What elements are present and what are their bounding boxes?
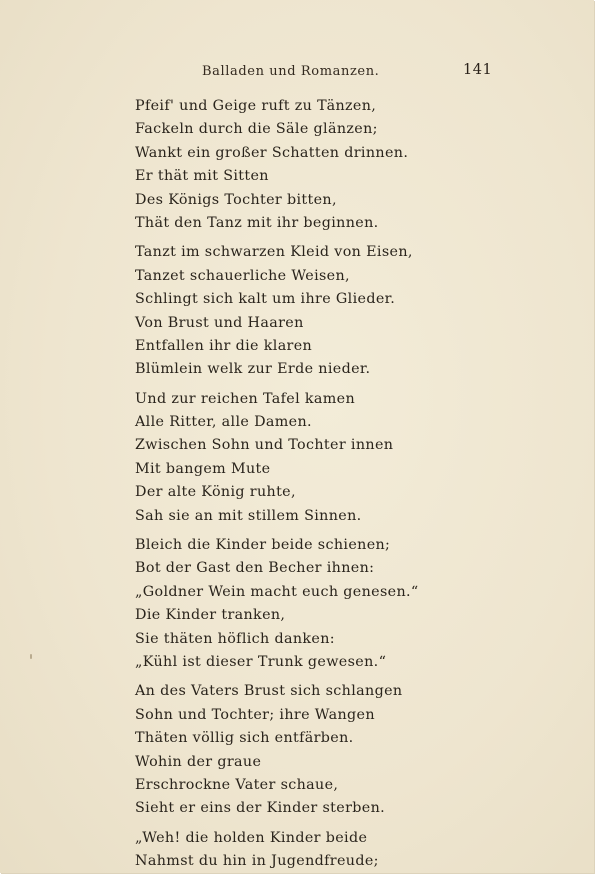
paper-speck	[30, 654, 32, 659]
poem-line: Sah sie an mit stillem Sinnen.	[135, 507, 362, 524]
poem-line: Sie thäten höflich danken:	[135, 630, 335, 647]
poem-line: Bot der Gast den Becher ihnen:	[135, 560, 375, 577]
poem-line: Thäten völlig sich entfärben.	[135, 730, 354, 747]
poem-line: Nahmst du hin in Jugendfreude;	[135, 853, 379, 870]
poem	[135, 95, 435, 880]
poem-line: Mit bangem Mute	[135, 460, 271, 477]
poem-line: Thät den Tanz mit ihr beginnen.	[135, 214, 379, 231]
poem-line: „Weh! die holden Kinder beide	[135, 829, 368, 846]
stanza	[135, 680, 435, 820]
poem-line: Pfeif' und Geige ruft zu Tänzen,	[135, 98, 377, 114]
poem-line: Der alte König ruhte,	[135, 484, 296, 501]
poem-line: „Kühl ist dieser Trunk gewesen.“	[135, 653, 387, 670]
poem-line: Zwischen Sohn und Tochter innen	[135, 437, 394, 454]
stanza	[135, 827, 435, 874]
poem-line: Tanzt im schwarzen Kleid von Eisen,	[135, 244, 413, 261]
poem-line: Sieht er eins der Kinder sterben.	[135, 800, 386, 817]
poem-line: „Goldner Wein macht euch genesen.“	[135, 583, 419, 600]
poem-line: Er thät mit Sitten	[135, 168, 269, 185]
poem-line: Die Kinder tranken,	[135, 607, 286, 624]
poem-line: Des Königs Tochter bitten,	[135, 191, 337, 208]
poem-line: Fackeln durch die Säle glänzen;	[135, 121, 378, 138]
running-head: Balladen und Romanzen.	[202, 64, 380, 79]
poem-line: Entfallen ihr die klaren	[135, 337, 313, 354]
poem-line: Wankt ein großer Schatten drinnen.	[135, 144, 409, 161]
stanza	[135, 95, 435, 235]
poem-line: Schlingt sich kalt um ihre Glieder.	[135, 291, 396, 308]
poem-line: Von Brust und Haaren	[135, 314, 304, 331]
stanza	[135, 241, 435, 381]
poem-line: Sohn und Tochter; ihre Wangen	[135, 706, 375, 723]
poem-line: Tanzet schauerliche Weisen,	[135, 267, 350, 284]
page-number: 141	[463, 62, 493, 78]
poem-line: Und zur reichen Tafel kamen	[135, 390, 356, 407]
poem-line: An des Vaters Brust sich schlangen	[135, 683, 403, 700]
poem-line: Alle Ritter, alle Damen.	[135, 414, 312, 431]
poem-line: Blümlein welk zur Erde nieder.	[135, 361, 371, 378]
poem-line: Erschrockne Vater schaue,	[135, 776, 339, 793]
stanza	[135, 534, 435, 674]
stanza	[135, 388, 435, 528]
poem-line: Bleich die Kinder beide schienen;	[135, 537, 391, 554]
poem-line: Wohin der graue	[135, 753, 262, 770]
